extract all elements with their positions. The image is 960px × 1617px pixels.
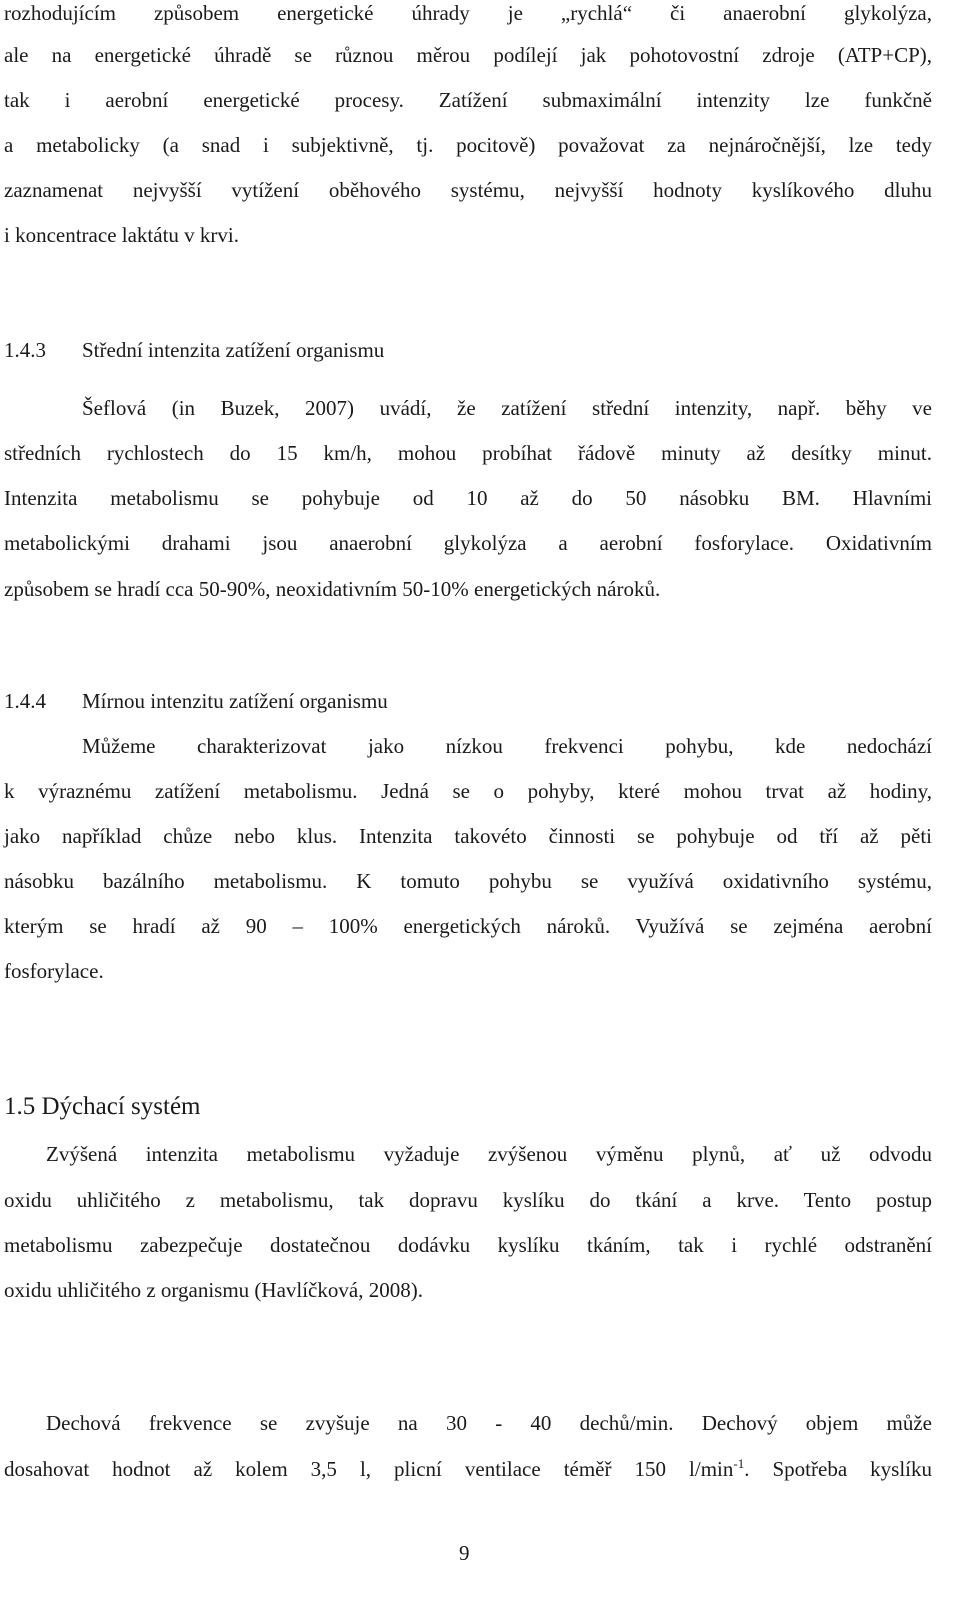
text-line-with-superscript xyxy=(4,1456,932,1482)
section-heading-1-4-3 xyxy=(4,337,384,363)
text-line: Šeflová (in Buzek, 2007) uvádí, že zatížení střední intenzity, např. běhy ve xyxy=(82,396,932,420)
text-line: Dechová frekvence se zvyšuje na 30 - 40 dechů/min. Dechový objem může xyxy=(46,1411,932,1435)
text-line: jako například chůze nebo klus. Intenzita takovéto činnosti se pohybuje od tří až pěti xyxy=(4,824,932,848)
section-heading-1-5: 1.5 Dýchací systém xyxy=(4,1093,201,1120)
text-line: i koncentrace laktátu v krvi. xyxy=(4,223,239,247)
page-number: 9 xyxy=(459,1541,470,1565)
text-line: zaznamenat nejvyšší vytížení oběhového systému, nejvyšší hodnoty kyslíkového dluhu xyxy=(4,178,932,202)
section-number: 1.4.3 xyxy=(4,338,46,362)
text-line: a metabolicky (a snad i subjektivně, tj. pocitově) považovat za nejnáročnější, lze tedy xyxy=(4,133,932,157)
text-line: metabolickými drahami jsou anaerobní glykolýza a aerobní fosforylace. Oxidativním xyxy=(4,531,932,555)
text-segment: dosahovat hodnot až kolem 3,5 l, plicní ventilace téměř 150 l/min xyxy=(4,1457,734,1481)
section-number: 1.4.4 xyxy=(4,689,46,713)
text-line: oxidu uhličitého z metabolismu, tak dopravu kyslíku do tkání a krve. Tento postup xyxy=(4,1188,932,1212)
text-line: Zvýšená intenzita metabolismu vyžaduje zvýšenou výměnu plynů, ať už odvodu xyxy=(46,1142,932,1166)
superscript: -1 xyxy=(733,1456,745,1471)
text-segment: . Spotřeba kyslíku xyxy=(744,1457,932,1481)
text-line: fosforylace. xyxy=(4,959,104,983)
text-line: tak i aerobní energetické procesy. Zatížení submaximální intenzity lze funkčně xyxy=(4,88,932,112)
section-title: Střední intenzita zatížení organismu xyxy=(82,338,385,362)
text-line: metabolismu zabezpečuje dostatečnou dodávku kyslíku tkáním, tak i rychlé odstranění xyxy=(4,1233,932,1257)
document-page xyxy=(4,0,932,1617)
text-line: rozhodujícím způsobem energetické úhrady je „rychlá“ či anaerobní glykolýza, xyxy=(4,1,932,25)
text-line: Můžeme charakterizovat jako nízkou frekvenci pohybu, kde nedochází xyxy=(82,734,932,758)
text-line: násobku bazálního metabolismu. K tomuto pohybu se využívá oxidativního systému, xyxy=(4,869,932,893)
text-line: kterým se hradí až 90 – 100% energetických nároků. Využívá se zejména aerobní xyxy=(4,914,932,938)
text-line: způsobem se hradí cca 50-90%, neoxidativním 50-10% energetických nároků. xyxy=(4,577,661,601)
text-line: oxidu uhličitého z organismu (Havlíčková, 2008). xyxy=(4,1278,423,1302)
text-line: středních rychlostech do 15 km/h, mohou probíhat řádově minuty až desítky minut. xyxy=(4,441,932,465)
text-line: ale na energetické úhradě se různou měrou podílejí jak pohotovostní zdroje (ATP+CP), xyxy=(4,43,932,67)
section-heading-1-4-4 xyxy=(4,688,388,714)
text-line: Intenzita metabolismu se pohybuje od 10 až do 50 násobku BM. Hlavními xyxy=(4,486,932,510)
section-title: Mírnou intenzitu zatížení organismu xyxy=(82,689,388,713)
text-line: k výraznému zatížení metabolismu. Jedná se o pohyby, které mohou trvat až hodiny, xyxy=(4,779,932,803)
